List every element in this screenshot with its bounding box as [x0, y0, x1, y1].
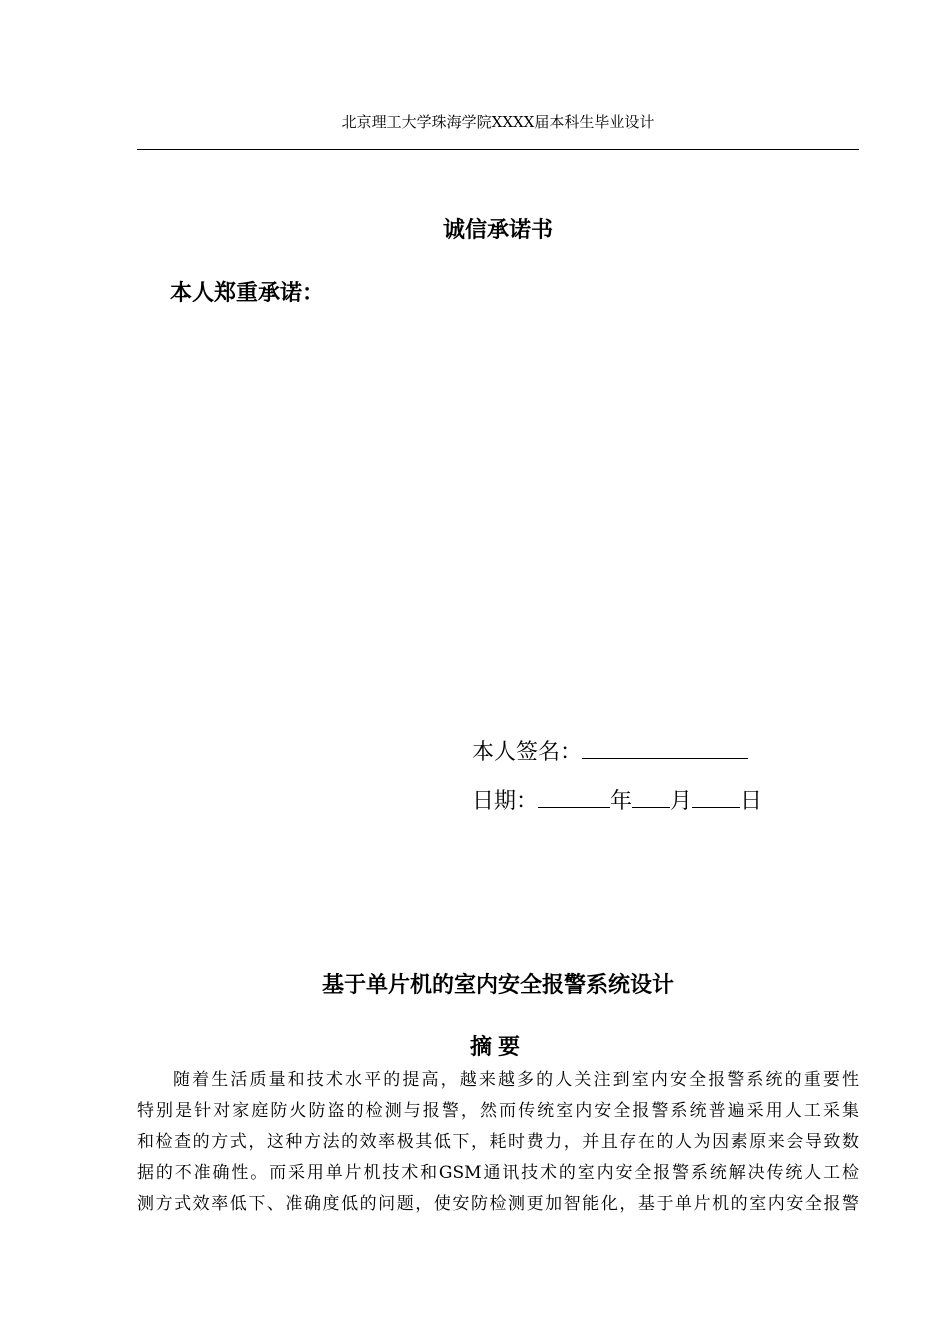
signature-line [472, 736, 748, 768]
abstract-line: 和检查的方式，这种方法的效率极其低下，耗时费力，并且存在的人为因素原来会导致数 [137, 1132, 859, 1152]
day-blank[interactable] [692, 785, 740, 808]
pledge-title: 诚信承诺书 [442, 217, 553, 243]
abstract-body [137, 1065, 859, 1220]
abstract-line: 特别是针对家庭防火防盗的检测与报警，然而传统室内安全报警系统普遍采用人工采集 [137, 1101, 859, 1121]
running-header: 北京理工大学珠海学院XXXX届本科生毕业设计 [341, 113, 655, 131]
signature-label: 本人签名： [472, 740, 583, 765]
month-blank[interactable] [632, 785, 670, 808]
pledge-lead: 本人郑重承诺： [170, 280, 325, 306]
day-unit: 日 [740, 789, 763, 814]
abstract-line: 据的不准确性。而采用单片机技术和GSM通讯技术的室内安全报警系统解决传统人工检 [137, 1163, 859, 1183]
signature-blank[interactable] [582, 736, 748, 759]
abstract-line: 测方式效率低下、准确度低的问题，使安防检测更加智能化，基于单片机的室内安全报警 [137, 1194, 859, 1214]
date-line [472, 785, 762, 817]
header-rule [137, 149, 859, 150]
abstract-heading: 摘要 [469, 1034, 526, 1060]
year-blank[interactable] [538, 785, 610, 808]
abstract-line: 随着生活质量和技术水平的提高，越来越多的人关注到室内安全报警系统的重要性 [173, 1070, 859, 1090]
month-unit: 月 [670, 789, 693, 814]
year-unit: 年 [610, 789, 633, 814]
thesis-title: 基于单片机的室内安全报警系统设计 [321, 972, 674, 998]
date-label: 日期： [472, 789, 539, 814]
